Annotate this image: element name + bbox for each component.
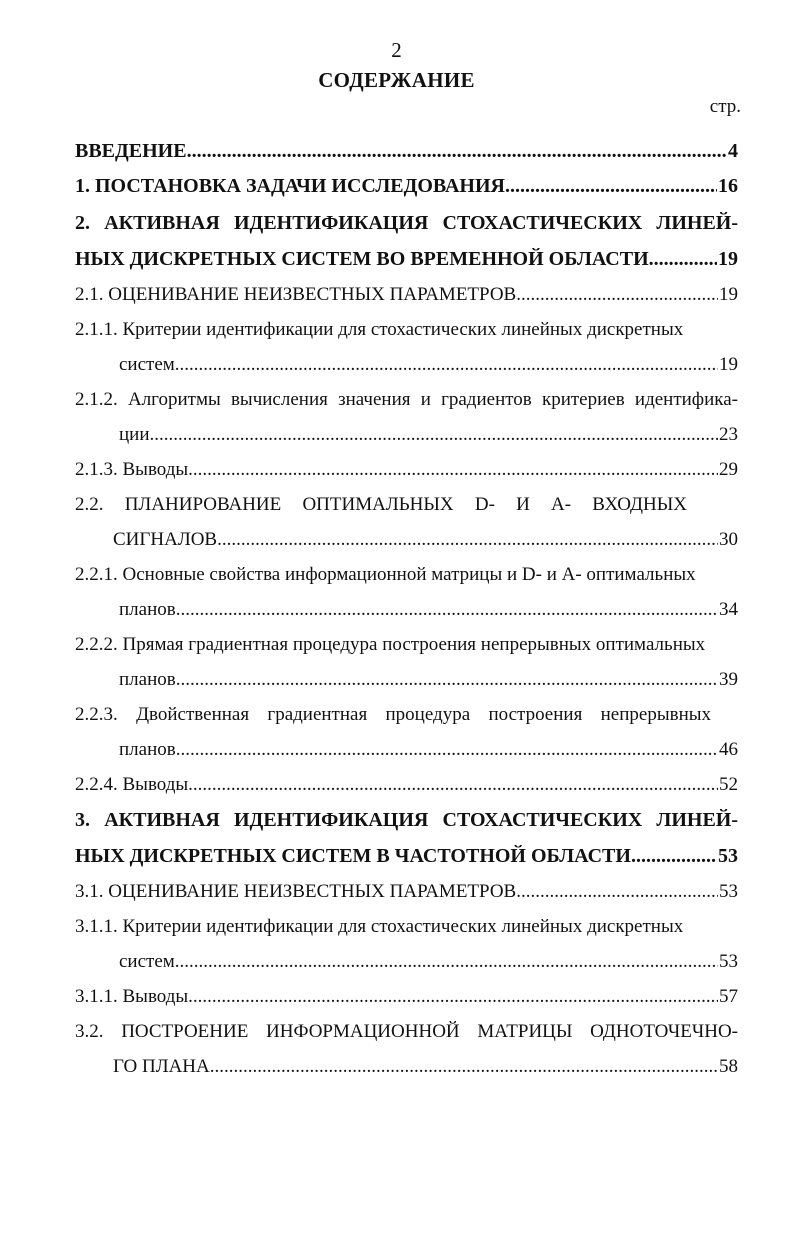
toc-leader-dots [176, 599, 718, 621]
toc-leader-dots [210, 1056, 718, 1078]
toc-entry [75, 881, 738, 903]
toc-entry-page: 23 [719, 424, 738, 445]
toc-entry-title: ции [119, 424, 150, 445]
toc-entry-continuation: 2.1.2. Алгоритмы вычисления значения и градиентов критериев идентифика- [75, 389, 738, 410]
toc-entry [75, 845, 738, 868]
toc-entry [75, 140, 738, 163]
toc-entry-page: 53 [719, 951, 738, 972]
toc-entry-page: 46 [719, 739, 738, 760]
toc-entry-continuation: 2.1.1. Критерии идентификации для стохастических линейных дискретных [75, 319, 684, 340]
toc-entry-title: систем [119, 951, 175, 972]
toc-leader-dots [176, 739, 718, 761]
toc-leader-dots [187, 140, 727, 163]
toc-leader-dots [649, 248, 717, 271]
toc-entry-title: ГО ПЛАНА [113, 1056, 210, 1077]
toc-entry-continuation: 2.2.2. Прямая градиентная процедура построения непрерывных оптимальных [75, 634, 706, 655]
toc-entry-continuation: 2.2. ПЛАНИРОВАНИЕ ОПТИМАЛЬНЫХ D- И A- ВХОДНЫХ [75, 494, 687, 515]
toc-entry [75, 284, 738, 306]
toc-entry-title: СИГНАЛОВ [113, 529, 218, 550]
toc-entry-page: 30 [719, 529, 738, 550]
table-of-contents [75, 140, 738, 1078]
toc-entry-continuation: 2. АКТИВНАЯ ИДЕНТИФИКАЦИЯ СТОХАСТИЧЕСКИХ ЛИНЕЙ- [75, 212, 738, 234]
toc-entry-page: 53 [719, 881, 738, 902]
toc-entry-title: 3.1. ОЦЕНИВАНИЕ НЕИЗВЕСТНЫХ ПАРАМЕТРОВ [75, 881, 517, 902]
toc-entry-title: 2.2.4. Выводы [75, 774, 189, 795]
toc-entry-title: планов [119, 669, 176, 690]
toc-entry-title: 1. ПОСТАНОВКА ЗАДАЧИ ИССЛЕДОВАНИЯ [75, 175, 505, 197]
toc-leader-dots [188, 459, 718, 481]
toc-entry-title: планов [119, 599, 176, 620]
toc-entry [75, 175, 738, 198]
toc-entry-title: 2.1. ОЦЕНИВАНИЕ НЕИЗВЕСТНЫХ ПАРАМЕТРОВ [75, 284, 517, 305]
toc-entry [75, 951, 738, 973]
toc-entry-page: 39 [719, 669, 738, 690]
toc-leader-dots [150, 424, 718, 446]
toc-entry-title: 2.1.3. Выводы [75, 459, 189, 480]
toc-leader-dots [631, 845, 717, 868]
toc-entry [75, 669, 738, 691]
toc-leader-dots [176, 669, 718, 691]
toc-leader-dots [188, 986, 718, 1008]
page-title: СОДЕРЖАНИЕ [318, 68, 475, 92]
toc-entry-continuation: 3. АКТИВНАЯ ИДЕНТИФИКАЦИЯ СТОХАСТИЧЕСКИХ ЛИНЕЙ- [75, 809, 738, 831]
page-column-label: стр. [709, 96, 741, 117]
toc-entry-continuation: 2.2.3. Двойственная градиентная процедура построения непрерывных [75, 704, 711, 725]
toc-leader-dots [188, 774, 718, 796]
toc-entry [75, 986, 738, 1008]
toc-entry-page: 57 [719, 986, 738, 1007]
toc-entry [75, 354, 738, 376]
toc-entry [75, 774, 738, 796]
toc-entry [75, 739, 738, 761]
toc-entry-title: ВВЕДЕНИЕ [75, 140, 187, 162]
toc-entry-page: 19 [719, 354, 738, 375]
toc-entry-page: 4 [728, 140, 738, 162]
toc-entry [75, 459, 738, 481]
toc-leader-dots [175, 354, 718, 376]
toc-leader-dots [505, 175, 717, 198]
toc-leader-dots [217, 529, 718, 551]
toc-entry-page: 16 [718, 175, 738, 197]
toc-entry [75, 1056, 738, 1078]
toc-entry [75, 599, 738, 621]
toc-entry-page: 19 [719, 284, 738, 305]
toc-entry-title: 3.1.1. Выводы [75, 986, 189, 1007]
toc-leader-dots [516, 284, 718, 306]
toc-entry-title: НЫХ ДИСКРЕТНЫХ СИСТЕМ ВО ВРЕМЕННОЙ ОБЛАСТИ [75, 248, 649, 270]
toc-entry-title: систем [119, 354, 175, 375]
toc-entry-page: 29 [719, 459, 738, 480]
toc-entry-page: 34 [719, 599, 738, 620]
toc-entry-page: 58 [719, 1056, 738, 1077]
toc-entry-title: планов [119, 739, 176, 760]
toc-entry-continuation: 3.1.1. Критерии идентификации для стохастических линейных дискретных [75, 916, 684, 937]
toc-entry [75, 529, 738, 551]
toc-entry-continuation: 3.2. ПОСТРОЕНИЕ ИНФОРМАЦИОННОЙ МАТРИЦЫ ОДНОТОЧЕЧНО- [75, 1021, 738, 1042]
toc-entry [75, 424, 738, 446]
toc-entry [75, 248, 738, 271]
toc-entry-title: НЫХ ДИСКРЕТНЫХ СИСТЕМ В ЧАСТОТНОЙ ОБЛАСТИ [75, 845, 631, 867]
toc-entry-page: 52 [719, 774, 738, 795]
page-number: 2 [391, 38, 402, 62]
toc-entry-page: 19 [718, 248, 738, 270]
toc-entry-continuation: 2.2.1. Основные свойства информационной матрицы и D- и A- оптимальных [75, 564, 696, 585]
toc-leader-dots [175, 951, 718, 973]
toc-entry-page: 53 [718, 845, 738, 867]
toc-leader-dots [516, 881, 718, 903]
